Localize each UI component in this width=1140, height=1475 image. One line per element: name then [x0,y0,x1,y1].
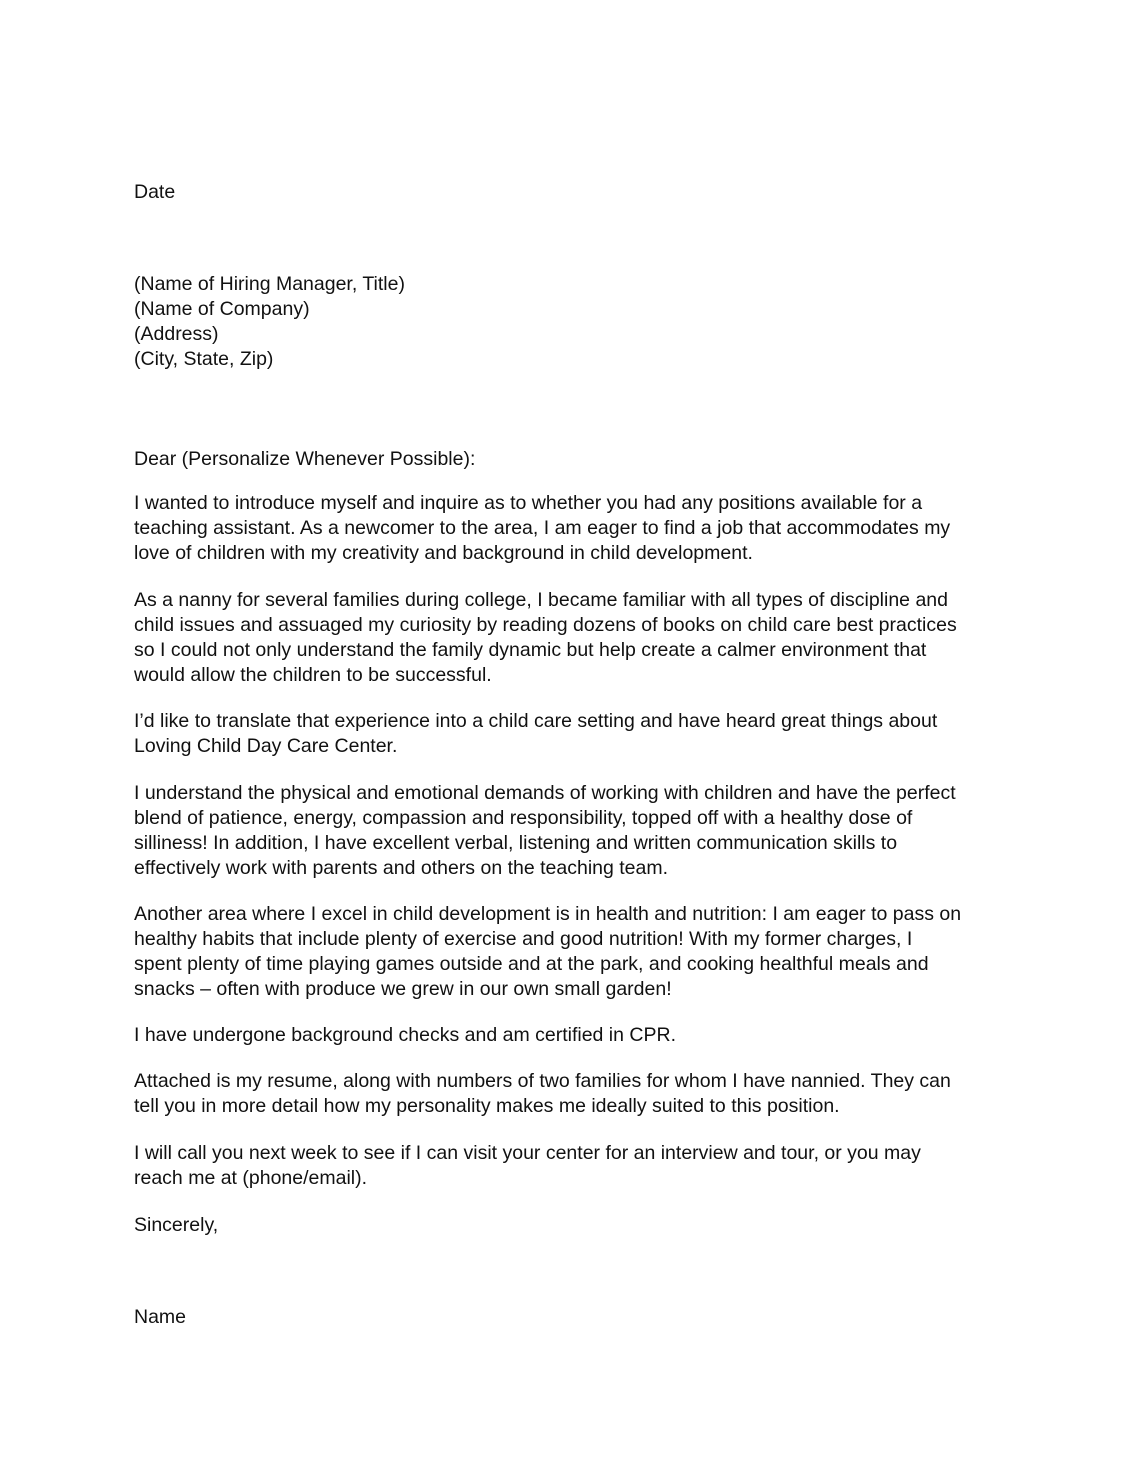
paragraph-line: teaching assistant. As a newcomer to the area, I am eager to find a job that accommodates my [134,517,951,539]
recipient-line: (Name of Company) [134,298,310,320]
paragraph-line: I wanted to introduce myself and inquire as to whether you had any positions available for a [134,492,923,514]
paragraph-line: Attached is my resume, along with numbers of two families for whom I have nannied. They can [134,1070,951,1092]
paragraph-7 [134,1069,1034,1119]
paragraph-line: tell you in more detail how my personality makes me ideally suited to this position. [134,1095,840,1117]
paragraph-line: I will call you next week to see if I can visit your center for an interview and tour, or you may [134,1142,921,1164]
paragraph-line: I’d like to translate that experience into a child care setting and have heard great things about [134,710,938,732]
paragraph-8 [134,1141,1034,1191]
paragraph-line: blend of patience, energy, compassion and responsibility, topped off with a healthy dose of [134,807,913,829]
recipient-line: (City, State, Zip) [134,348,274,370]
recipient-block [134,272,1034,372]
paragraph-line: Loving Child Day Care Center. [134,735,398,757]
paragraph-line: silliness! In addition, I have excellent verbal, listening and written communication skills to [134,832,898,854]
signature-name: Name [134,1306,187,1328]
paragraph-line: Another area where I excel in child development is in health and nutrition: I am eager to pass on [134,903,962,925]
paragraph-line: I understand the physical and emotional demands of working with children and have the perfect [134,782,956,804]
paragraph-2 [134,588,1034,688]
closing: Sincerely, [134,1214,219,1236]
paragraph-line: would allow the children to be successful. [134,664,492,686]
paragraph-line: so I could not only understand the family dynamic but help create a calmer environment that [134,639,927,661]
paragraph-line: child issues and assuaged my curiosity by reading dozens of books on child care best practices [134,614,957,636]
paragraph-1 [134,491,1034,566]
paragraph-line: As a nanny for several families during college, I became familiar with all types of discipline and [134,589,948,611]
paragraph-line: I have undergone background checks and am certified in CPR. [134,1024,676,1046]
paragraph-6 [134,1023,1034,1048]
recipient-line: (Name of Hiring Manager, Title) [134,273,405,295]
recipient-line: (Address) [134,323,219,345]
salutation: Dear (Personalize Whenever Possible): [134,448,476,470]
paragraph-4 [134,781,1034,881]
paragraph-line: effectively work with parents and others on the teaching team. [134,857,669,879]
paragraph-line: reach me at (phone/email). [134,1167,368,1189]
letter-date: Date [134,181,176,203]
paragraph-3 [134,709,1034,759]
paragraph-line: healthy habits that include plenty of exercise and good nutrition! With my former charges, I [134,928,913,950]
paragraph-line: love of children with my creativity and background in child development. [134,542,753,564]
paragraph-line: spent plenty of time playing games outside and at the park, and cooking healthful meals and [134,953,929,975]
paragraph-line: snacks – often with produce we grew in our own small garden! [134,978,672,1000]
paragraph-5 [134,902,1034,1002]
